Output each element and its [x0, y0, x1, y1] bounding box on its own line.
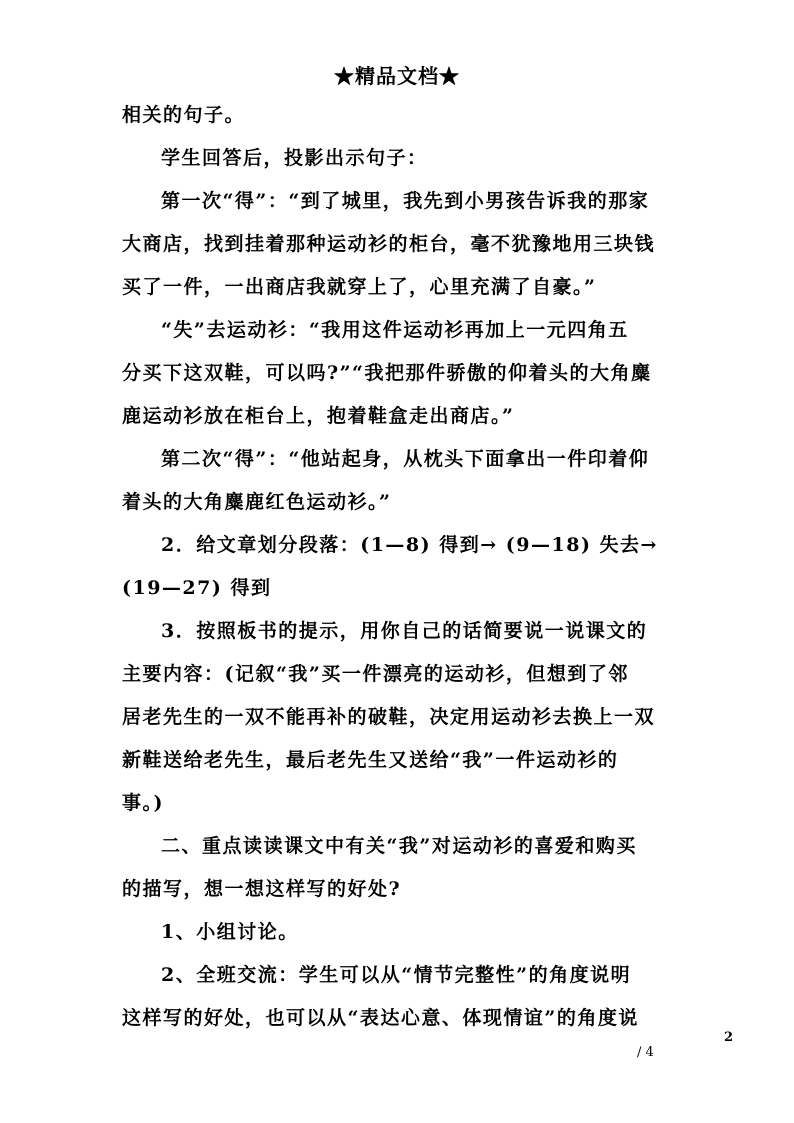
- body-line: 第一次“得”：“到了城里，我先到小男孩告诉我的那家: [161, 190, 650, 212]
- body-line: 2．给文章划分段落：(1—8) 得到→ (9—18) 失去→: [161, 534, 658, 556]
- body-line: 主要内容：(记叙“我”买一件漂亮的运动衫，但想到了邻: [122, 663, 629, 685]
- body-line: “失”去运动衫：“我用这件运动衫再加上一元四角五: [161, 319, 629, 341]
- body-line: 的描写，想一想这样写的好处?: [122, 878, 402, 900]
- body-line: 第二次“得”：“他站起身，从枕头下面拿出一件印着仰: [161, 448, 650, 470]
- body-line: 1、小组讨论。: [161, 921, 299, 943]
- body-line: 着头的大角麋鹿红色运动衫。”: [122, 491, 392, 513]
- body-line: (19—27) 得到: [122, 577, 272, 599]
- body-line: 买了一件，一出商店我就穿上了，心里充满了自豪。”: [122, 276, 597, 298]
- body-line: 这样写的好处，也可以从“表达心意、体现情谊”的角度说: [122, 1007, 639, 1029]
- body-line: 学生回答后，投影出示句子：: [161, 147, 428, 169]
- page-number: 2: [724, 1030, 734, 1045]
- body-line: 相关的句子。: [122, 104, 246, 126]
- body-line: 事。): [122, 792, 164, 814]
- body-line: 二、重点读读课文中有关“我”对运动衫的喜爱和购买: [161, 835, 637, 857]
- body-line: 分买下这双鞋，可以吗?”“我把那件骄傲的仰着头的大角麋: [122, 362, 652, 384]
- body-line: 大商店，找到挂着那种运动衫的柜台，毫不犹豫地用三块钱: [122, 233, 656, 255]
- body-line: 鹿运动衫放在柜台上，抱着鞋盒走出商店。”: [122, 405, 515, 427]
- body-line: 2、全班交流：学生可以从“情节完整性”的角度说明: [161, 964, 632, 986]
- document-header-title: ★精品文档★: [334, 64, 460, 88]
- body-line: 3．按照板书的提示，用你自己的话简要说一说课文的: [161, 620, 648, 642]
- body-line: 新鞋送给老先生，最后老先生又送给“我”一件运动衫的: [122, 749, 619, 771]
- body-line: 居老先生的一双不能再补的破鞋，决定用运动衫去换上一双: [122, 706, 656, 728]
- page-total: / 4: [637, 1045, 654, 1060]
